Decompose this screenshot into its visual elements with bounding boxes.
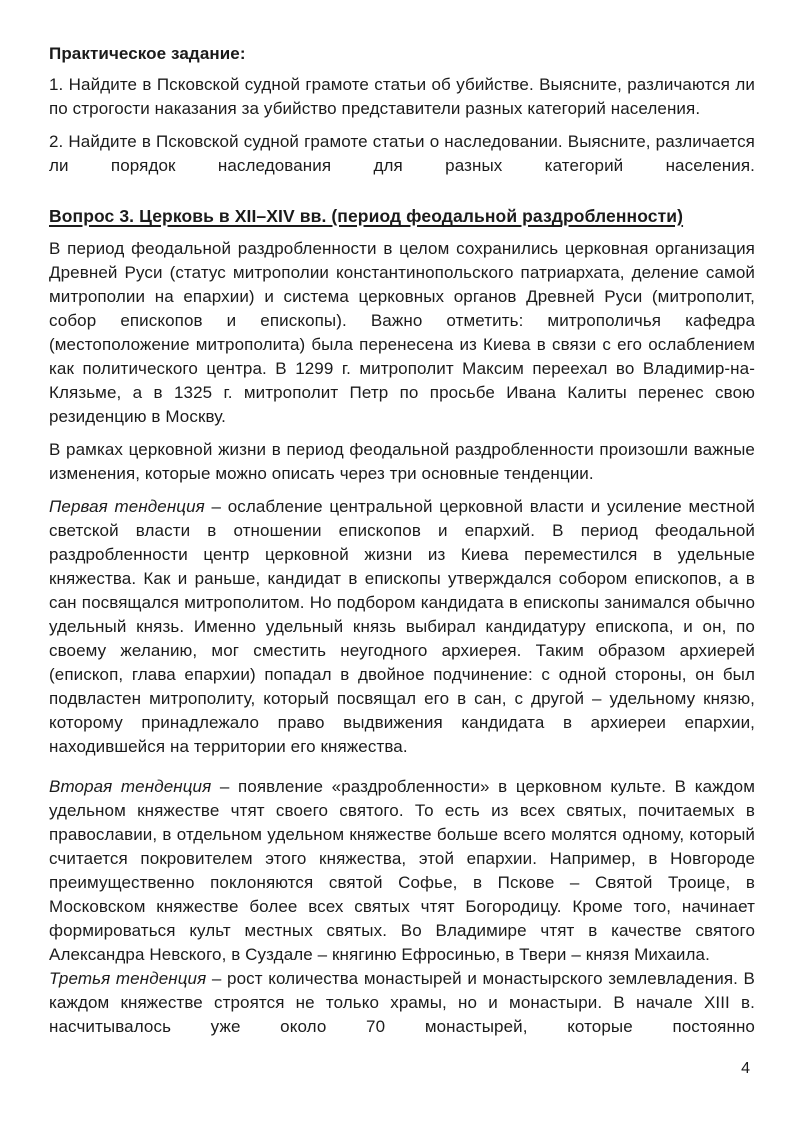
section-heading (49, 204, 755, 229)
practical-task-item-2: 2. Найдите в Псковской судной грамоте статьи о наследовании. Выясните, различается ли порядок наследования для разных категорий населения. (49, 132, 755, 175)
second-tendency-text: – появление «раздробленности» в церковном культе. В каждом удельном княжестве чтят своего святого. То есть из всех святых, почитаемых в православии, в отдельном удельном княжестве больше всего молятся одному, который считается покровителем этого княжества, этой епархии. Например, в Новгороде преимущественно поклоняются святой Софье, в Пскове – Святой Троице, в Московском княжестве более всех святых чтят Богородицу. Кроме того, начинает формироваться культ местных святых. Во Владимире чтят в качестве святого Александра Невского, в Суздале – княгиню Ефросинью, в Твери – князя Михаила. (49, 777, 755, 964)
paragraph-three-tendencies: В рамках церковной жизни в период феодальной раздробленности произошли важные изменения, которые можно описать через три основные тенденции. (49, 440, 755, 483)
first-tendency-label: Первая тенденция (49, 497, 205, 516)
second-tendency-label: Вторая тенденция (49, 777, 212, 796)
paragraph-church-organization: В период феодальной раздробленности в целом сохранились церковная организация Древней Руси (статус митрополии константинопольского патриархата, деление самой митрополии на епархии) и система церковных органов Древней Руси (митрополит, собор епископов и епископы). Важно отметить: митрополичья кафедра (местоположение митрополита) была перенесена из Киева в связи с его ослаблением как политического центра. В 1299 г. митрополит Максим переехал во Владимир-на-Клязьме, а в 1325 г. митрополит Петр по просьбе Ивана Калиты перенес свою резиденцию в Москву. (49, 239, 755, 426)
third-tendency-label: Третья тенденция (49, 969, 207, 988)
practical-task-item-1: 1. Найдите в Псковской судной грамоте статьи об убийстве. Выясните, различаются ли по строгости наказания за убийство представители разных категорий населения. (49, 75, 755, 118)
practical-task-heading: Практическое задание: (49, 44, 246, 63)
third-tendency-text: – рост количества монастырей и монастырского землевладения. В каждом княжестве строятся не только храмы, но и монастыри. В начале XIII в. насчитывалось уже около 70 монастырей, которые постоянно (49, 969, 756, 1036)
section-heading-text: Вопрос 3. Церковь в XII–XIV вв. (период феодальной раздробленности) (49, 206, 684, 226)
paragraph-third-tendency (49, 967, 755, 1039)
first-tendency-text: – ослабление центральной церковной власти и усиление местной светской власти в отношении епископов и епархий. В период феодальной раздробленности центр церковной жизни из Киева переместился в удельные княжества. Как и раньше, кандидат в епископы утверждался собором епископов, а в сан посвящался митрополитом. Но подбором кандидата в епископы занимался обычно удельный князь. Именно удельный князь выбирал кандидатуру епископа, и он, по своему желанию, мог сместить неугодного архиерея. Таким образом архиерей (епископ, глава епархии) попадал в двойное подчинение: с одной стороны, он был подвластен митрополиту, который посвящал его в сан, с другой – удельному князю, которому принадлежало право выдвижения кандидата в архиереи епархии, находившейся на территории его княжества. (49, 497, 755, 756)
paragraph-second-tendency (49, 775, 755, 967)
page-number: 4 (741, 1060, 750, 1077)
paragraph-first-tendency (49, 495, 755, 759)
